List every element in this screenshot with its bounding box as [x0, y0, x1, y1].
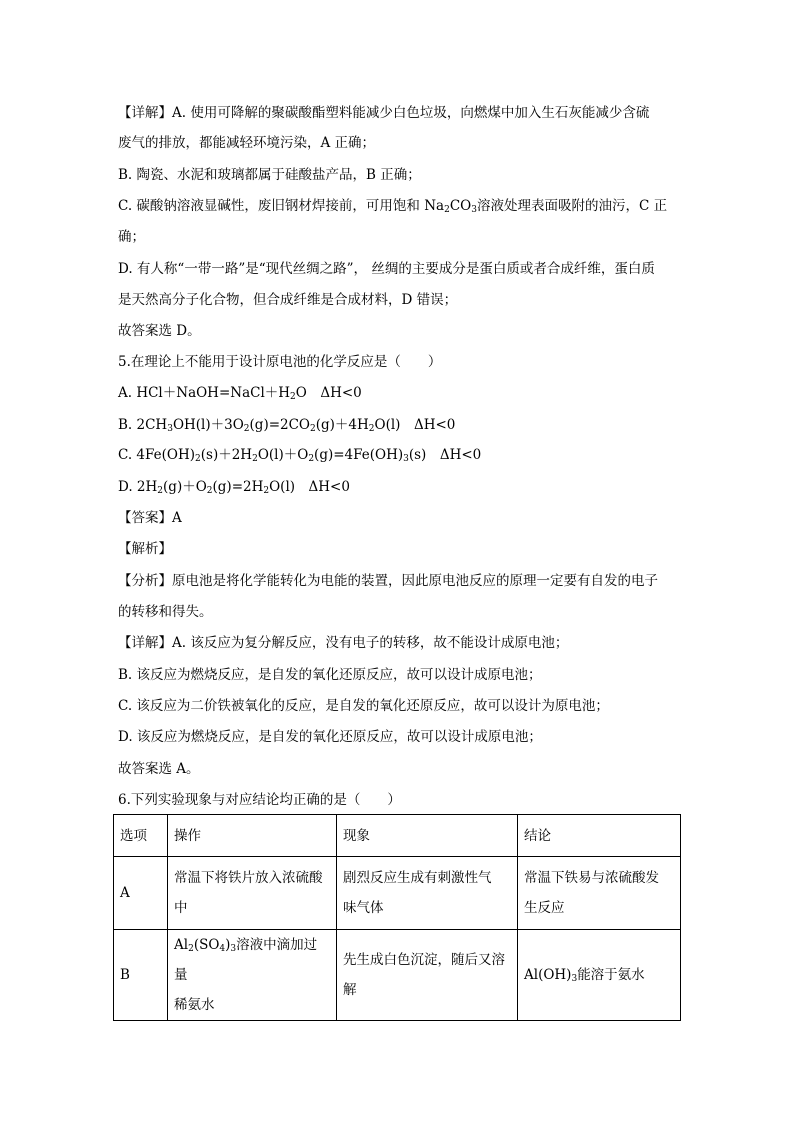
- table-row: [114, 857, 681, 930]
- q5-conclusion: 故答案选 A。: [118, 761, 200, 777]
- q5-analysis-line-1: 【分析】原电池是将化学能转化为电能的装置，因此原电池反应的原理一定要有自发的电子: [118, 573, 658, 589]
- q4-detail-line-1: 【详解】A. 使用可降解的聚碳酸酯塑料能减少白色垃圾，向燃煤中加入生石灰能减少含硫: [118, 105, 650, 121]
- q4-detail-line-7: 是天然高分子化合物，但合成纤维是合成材料，D 错误；: [118, 292, 458, 308]
- table-row: [114, 930, 681, 1021]
- q5-detail-b: B. 该反应为燃烧反应，是自发的氧化还原反应，故可以设计成原电池；: [118, 667, 542, 683]
- q5-analysis-heading: 【解析】: [118, 541, 172, 557]
- row-b-operation: $Al_2(SO_4)_3$溶液中滴加过量 稀氨水: [168, 930, 337, 1021]
- q4-detail-line-6: D. 有人称“一带一路”是“现代丝绸之路”， 丝绸的主要成分是蛋白质或者合成纤维，蛋白质: [118, 261, 655, 277]
- q5-option-d: D. $2H_2(g)+O_2(g)=2H_2O(l)$ ΔH<0: [118, 479, 350, 496]
- header-operation: 操作: [168, 815, 337, 857]
- q4-detail-line-2: 废气的排放，都能减轻环境污染，A 正确；: [118, 135, 376, 151]
- q5-option-c: C. $4Fe(OH)_2(s)+2H_2O(l)+O_2(g)=4Fe(OH)_3(s)$ ΔH<0: [118, 447, 482, 464]
- q5-detail-d: D. 该反应为燃烧反应，是自发的氧化还原反应，故可以设计成原电池；: [118, 729, 542, 745]
- q5-stem: 5.在理论上不能用于设计原电池的化学反应是（ ）: [118, 354, 442, 370]
- q5-analysis-line-2: 的转移和得失。: [118, 604, 213, 620]
- q4-detail-line-4: C. 碳酸钠溶液显碱性，废旧钢材焊接前，可用饱和 $Na_2CO_3$溶液处理表面吸附的油污，C 正: [118, 198, 668, 215]
- q4-detail-line-3: B. 陶瓷、水泥和玻璃都属于硅酸盐产品，B 正确；: [118, 167, 421, 183]
- row-b-conclusion: $Al(OH)_3$能溶于氨水: [518, 930, 681, 1021]
- q5-detail-a: 【详解】A. 该反应为复分解反应，没有电子的转移，故不能设计成原电池；: [118, 635, 569, 651]
- q5-detail-c: C. 该反应为二价铁被氧化的反应，是自发的氧化还原反应，故可以设计为原电池；: [118, 698, 609, 714]
- q6-stem: 6.下列实验现象与对应结论均正确的是（ ）: [118, 792, 401, 808]
- header-conclusion: 结论: [518, 815, 681, 857]
- row-a-conclusion: 常温下铁易与浓硫酸发 生反应: [518, 857, 681, 930]
- q5-option-a: A. $HCl+NaOH=NaCl+H_2O$ ΔH<0: [118, 385, 362, 402]
- row-a-operation: 常温下将铁片放入浓硫酸 中: [168, 857, 337, 930]
- row-a-phenomenon: 剧烈反应生成有刺激性气 味气体: [337, 857, 518, 930]
- header-option: 选项: [114, 815, 168, 857]
- table-header-row: [114, 815, 681, 857]
- header-phenomenon: 现象: [337, 815, 518, 857]
- q4-detail-line-5: 确；: [118, 229, 145, 245]
- q5-option-b: B. $2CH_3OH(l)+3O_2(g)=2CO_2(g)+4H_2O(l)$ ΔH<0: [118, 417, 456, 434]
- q5-answer: 【答案】A: [118, 510, 182, 526]
- row-b-option: B: [114, 930, 168, 1021]
- q4-conclusion: 故答案选 D。: [118, 323, 201, 339]
- row-b-phenomenon: 先生成白色沉淀，随后又溶 解: [337, 930, 518, 1021]
- row-a-option: A: [114, 857, 168, 930]
- q6-table: [113, 814, 681, 1021]
